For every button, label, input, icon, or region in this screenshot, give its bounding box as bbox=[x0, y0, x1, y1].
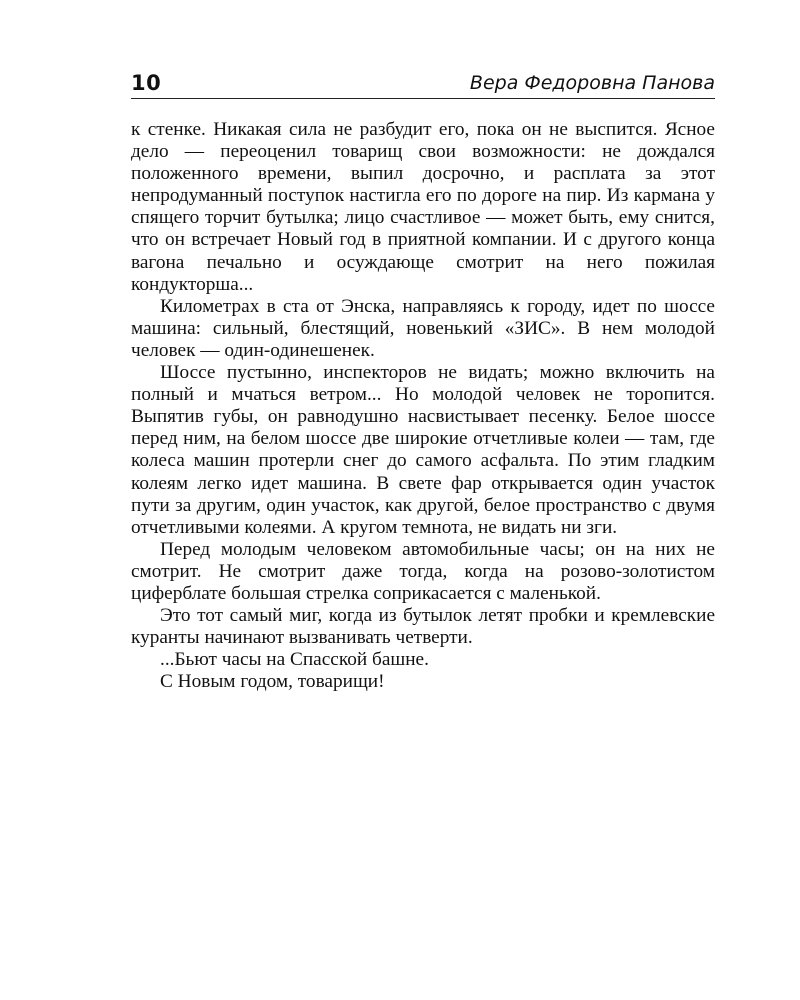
running-header bbox=[131, 70, 715, 99]
paragraph: С Новым годом, товарищи! bbox=[160, 671, 385, 693]
paragraph: Это тот самый миг, когда из бутылок летят пробки и кремлевские куранты начинают вызванивать четверти. bbox=[131, 605, 715, 649]
paragraph: Шоссе пустынно, инспекторов не видать; можно включить на полный и мчаться ветром... Но молодой человек не торопится. Выпятив губы, он равнодушно насвистывает песенку. Белое шоссе перед ним, на белом шоссе две широкие отчетливые колеи — там, где колеса машин протерли снег до самого асфальта. По этим гладким колеям легко идет машина. В свете фар открывается один участок пути за другим, один участок, как другой, белое пространство с двумя отчетливыми колеями. А кругом темнота, не видать ни зги. bbox=[131, 362, 715, 538]
page-number: 10 bbox=[131, 71, 162, 95]
paragraph: к стенке. Никакая сила не разбудит его, пока он не выспится. Ясное дело — переоценил товарищ свои возможности: не дождался положенного времени, выпил досрочно, и расплата за этот непродуманный поступок настигла его по дороге на пир. Из кармана у спящего торчит бутылка; лицо счастливое — может быть, ему снится, что он встречает Новый год в приятной компании. И с другого конца вагона печально и осуждающе смотрит на него пожилая кондукторша... bbox=[131, 119, 715, 295]
paragraph: Перед молодым человеком автомобильные часы; он на них не смотрит. Не смотрит даже тогда, когда на розово-золотистом циферблате большая стрелка соприкасается с маленькой. bbox=[131, 538, 715, 604]
book-page bbox=[131, 70, 715, 693]
author-name: Вера Федоровна Панова bbox=[469, 72, 715, 94]
paragraph: Километрах в ста от Энска, направляясь к городу, идет по шоссе машина: сильный, блестящий, новенький «ЗИС». В нем молодой человек — один-одинешенек. bbox=[131, 295, 715, 361]
body-text bbox=[131, 119, 715, 693]
paragraph: ...Бьют часы на Спасской башне. bbox=[160, 649, 429, 671]
